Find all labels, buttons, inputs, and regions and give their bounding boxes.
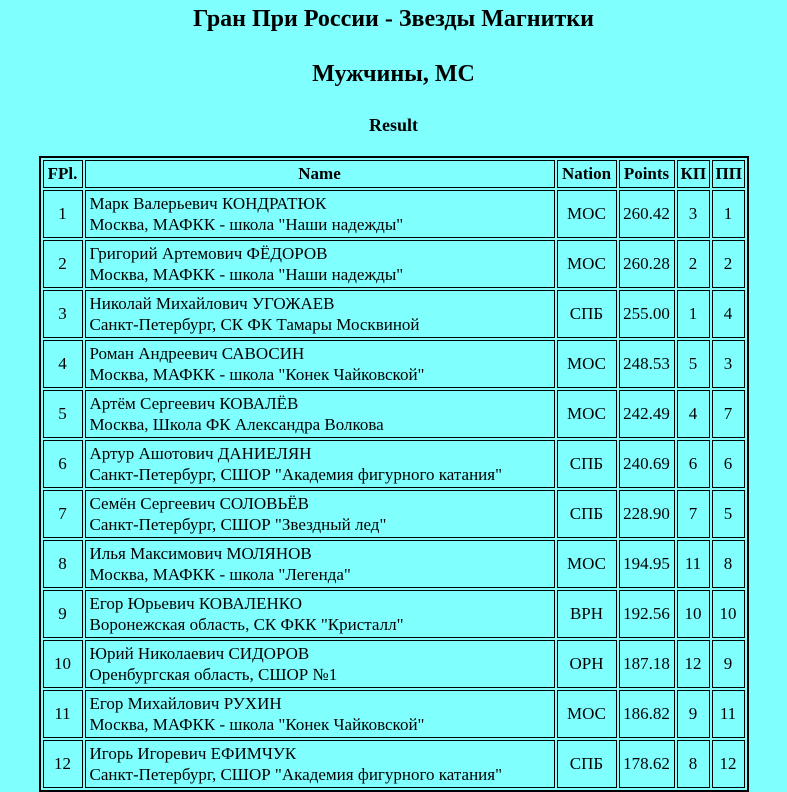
fpl-cell: 12 bbox=[43, 740, 83, 788]
kp-cell: 6 bbox=[677, 440, 710, 488]
skater-name: Егор Юрьевич КОВАЛЕНКО bbox=[89, 594, 302, 613]
nation-cell: СПБ bbox=[557, 440, 617, 488]
name-cell bbox=[85, 540, 555, 588]
points-cell: 192.56 bbox=[619, 590, 675, 638]
result-heading: Result bbox=[369, 115, 418, 135]
name-cell bbox=[85, 190, 555, 238]
kp-cell: 12 bbox=[677, 640, 710, 688]
name-cell bbox=[85, 490, 555, 538]
nation-cell: МОС bbox=[557, 540, 617, 588]
skater-name: Илья Максимович МОЛЯНОВ bbox=[89, 544, 312, 563]
skater-name: Юрий Николаевич СИДОРОВ bbox=[89, 644, 310, 663]
header-points: Points bbox=[619, 160, 675, 188]
nation-cell: ОРН bbox=[557, 640, 617, 688]
points-cell: 260.28 bbox=[619, 240, 675, 288]
kp-cell: 3 bbox=[677, 190, 710, 238]
points-cell: 228.90 bbox=[619, 490, 675, 538]
points-cell: 255.00 bbox=[619, 290, 675, 338]
points-cell: 186.82 bbox=[619, 690, 675, 738]
skater-club: Санкт-Петербург, СК ФК Тамары Москвиной bbox=[89, 315, 420, 334]
table-row bbox=[43, 440, 745, 488]
skater-name: Артур Ашотович ДАНИЕЛЯН bbox=[89, 444, 312, 463]
pp-cell: 3 bbox=[712, 340, 745, 388]
table-row bbox=[43, 740, 745, 788]
header-pp: ПП bbox=[712, 160, 745, 188]
skater-name: Артём Сергеевич КОВАЛЁВ bbox=[89, 394, 299, 413]
points-cell: 242.49 bbox=[619, 390, 675, 438]
skater-name: Семён Сергеевич СОЛОВЬЁВ bbox=[89, 494, 309, 513]
category-subtitle: Мужчины, МС bbox=[312, 61, 475, 87]
skater-club: Москва, МАФКК - школа "Наши надежды" bbox=[89, 215, 404, 234]
points-cell: 240.69 bbox=[619, 440, 675, 488]
nation-cell: МОС bbox=[557, 190, 617, 238]
fpl-cell: 10 bbox=[43, 640, 83, 688]
nation-cell: МОС bbox=[557, 240, 617, 288]
table-row bbox=[43, 490, 745, 538]
skater-club: Москва, Школа ФК Александра Волкова bbox=[89, 415, 384, 434]
name-cell bbox=[85, 590, 555, 638]
header-nation: Nation bbox=[557, 160, 617, 188]
fpl-cell: 1 bbox=[43, 190, 83, 238]
table-row bbox=[43, 640, 745, 688]
kp-cell: 2 bbox=[677, 240, 710, 288]
fpl-cell: 11 bbox=[43, 690, 83, 738]
skater-club: Москва, МАФКК - школа "Конек Чайковской" bbox=[89, 365, 425, 384]
pp-cell: 2 bbox=[712, 240, 745, 288]
kp-cell: 1 bbox=[677, 290, 710, 338]
table-row bbox=[43, 190, 745, 238]
name-cell bbox=[85, 640, 555, 688]
skater-name: Роман Андреевич САВОСИН bbox=[89, 344, 305, 363]
skater-club: Москва, МАФКК - школа "Конек Чайковской" bbox=[89, 715, 425, 734]
name-cell bbox=[85, 690, 555, 738]
pp-cell: 1 bbox=[712, 190, 745, 238]
points-cell: 194.95 bbox=[619, 540, 675, 588]
pp-cell: 6 bbox=[712, 440, 745, 488]
fpl-cell: 5 bbox=[43, 390, 83, 438]
skater-name: Григорий Артемович ФЁДОРОВ bbox=[89, 244, 328, 263]
pp-cell: 10 bbox=[712, 590, 745, 638]
skater-name: Егор Михайлович РУХИН bbox=[89, 694, 282, 713]
nation-cell: МОС bbox=[557, 340, 617, 388]
name-cell bbox=[85, 390, 555, 438]
table-row bbox=[43, 390, 745, 438]
table-row bbox=[43, 540, 745, 588]
kp-cell: 4 bbox=[677, 390, 710, 438]
table-row bbox=[43, 690, 745, 738]
fpl-cell: 7 bbox=[43, 490, 83, 538]
fpl-cell: 9 bbox=[43, 590, 83, 638]
table-row bbox=[43, 240, 745, 288]
name-cell bbox=[85, 240, 555, 288]
table-row bbox=[43, 290, 745, 338]
results-table bbox=[39, 156, 749, 792]
pp-cell: 8 bbox=[712, 540, 745, 588]
name-cell bbox=[85, 340, 555, 388]
pp-cell: 12 bbox=[712, 740, 745, 788]
fpl-cell: 3 bbox=[43, 290, 83, 338]
nation-cell: СПБ bbox=[557, 290, 617, 338]
skater-club: Воронежская область, СК ФКК "Кристалл" bbox=[89, 615, 404, 634]
skater-club: Санкт-Петербург, СШОР "Звездный лед" bbox=[89, 515, 387, 534]
fpl-cell: 8 bbox=[43, 540, 83, 588]
skater-name: Николай Михайлович УГОЖАЕВ bbox=[89, 294, 335, 313]
kp-cell: 11 bbox=[677, 540, 710, 588]
pp-cell: 9 bbox=[712, 640, 745, 688]
skater-club: Москва, МАФКК - школа "Легенда" bbox=[89, 565, 351, 584]
table-row bbox=[43, 590, 745, 638]
points-cell: 248.53 bbox=[619, 340, 675, 388]
nation-cell: МОС bbox=[557, 390, 617, 438]
header-fpl: FPl. bbox=[43, 160, 83, 188]
points-cell: 178.62 bbox=[619, 740, 675, 788]
pp-cell: 5 bbox=[712, 490, 745, 538]
skater-name: Марк Валерьевич КОНДРАТЮК bbox=[89, 194, 327, 213]
kp-cell: 5 bbox=[677, 340, 710, 388]
kp-cell: 8 bbox=[677, 740, 710, 788]
table-row bbox=[43, 340, 745, 388]
nation-cell: СПБ bbox=[557, 740, 617, 788]
results-page bbox=[0, 6, 787, 792]
fpl-cell: 4 bbox=[43, 340, 83, 388]
fpl-cell: 2 bbox=[43, 240, 83, 288]
header-kp: КП bbox=[677, 160, 710, 188]
pp-cell: 7 bbox=[712, 390, 745, 438]
skater-club: Москва, МАФКК - школа "Наши надежды" bbox=[89, 265, 404, 284]
skater-club: Санкт-Петербург, СШОР "Академия фигурного катания" bbox=[89, 465, 503, 484]
points-cell: 260.42 bbox=[619, 190, 675, 238]
nation-cell: МОС bbox=[557, 690, 617, 738]
header-name: Name bbox=[85, 160, 555, 188]
nation-cell: ВРН bbox=[557, 590, 617, 638]
nation-cell: СПБ bbox=[557, 490, 617, 538]
name-cell bbox=[85, 740, 555, 788]
pp-cell: 11 bbox=[712, 690, 745, 738]
kp-cell: 9 bbox=[677, 690, 710, 738]
name-cell bbox=[85, 290, 555, 338]
skater-name: Игорь Игоревич ЕФИМЧУК bbox=[89, 744, 297, 763]
skater-club: Санкт-Петербург, СШОР "Академия фигурного катания" bbox=[89, 765, 503, 784]
kp-cell: 7 bbox=[677, 490, 710, 538]
kp-cell: 10 bbox=[677, 590, 710, 638]
results-table-body bbox=[43, 190, 745, 788]
name-cell bbox=[85, 440, 555, 488]
table-header-row bbox=[43, 160, 745, 188]
points-cell: 187.18 bbox=[619, 640, 675, 688]
skater-club: Оренбургская область, СШОР №1 bbox=[89, 665, 338, 684]
page-title: Гран При России - Звезды Магнитки bbox=[193, 6, 594, 32]
pp-cell: 4 bbox=[712, 290, 745, 338]
fpl-cell: 6 bbox=[43, 440, 83, 488]
